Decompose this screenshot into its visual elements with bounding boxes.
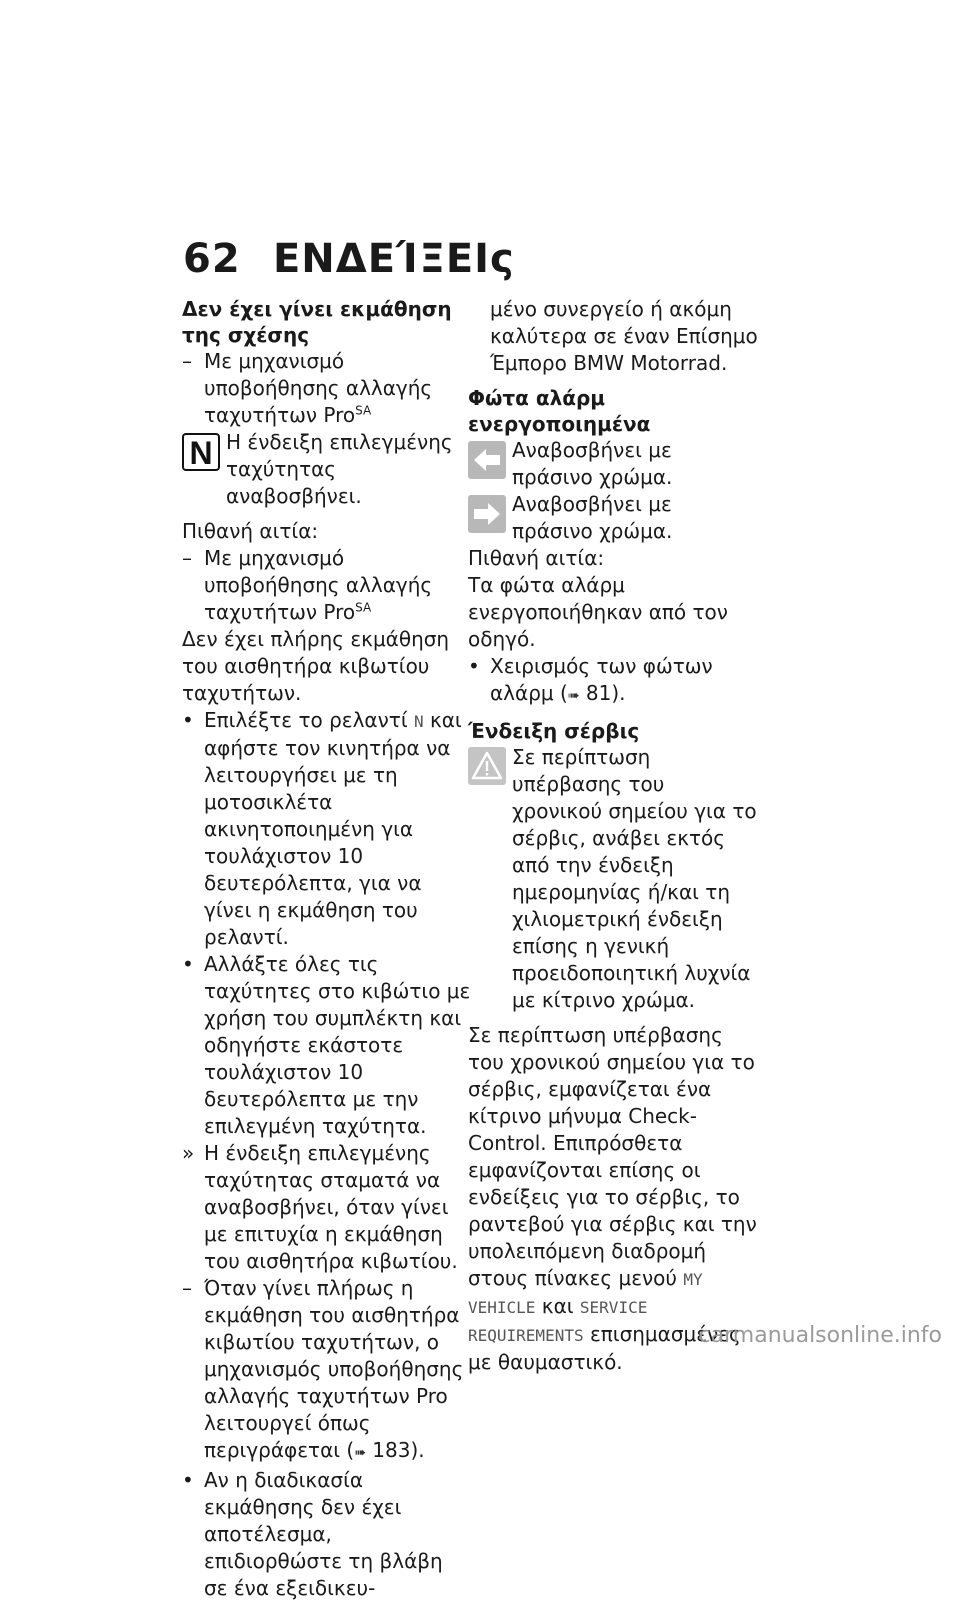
page-header <box>183 236 515 282</box>
result-item: » Η ένδειξη επιλεγμένης ταχύτητας σταματά να αναβοσβήνει, όταν γίνει με επιτυχία η εκμάθηση του αισθητήρα κιβωτίου. <box>182 1141 458 1273</box>
left-arrow-icon <box>468 441 506 479</box>
right-arrow-indicator-row <box>468 491 758 545</box>
svg-text:N: N <box>189 435 213 471</box>
right-arrow-text: Αναβοσβήνει με πράσινο χρώμα. <box>512 492 673 543</box>
warning-indicator-row <box>468 744 758 1014</box>
cause-label: Πιθανή αιτία: <box>182 519 319 543</box>
neutral-indicator-row <box>182 429 472 510</box>
page-ref-arrow-icon: ➠ <box>354 1445 366 1461</box>
bullet-item-2: • Αλλάξτε όλες τις ταχύτητες στο κιβώτιο με χρήση του συμπλέκτη και οδηγήστε εκάστοτε τουλάχιστον 10 δευτερόλεπτα με την επιλεγμένη ταχύτητα. <box>182 952 471 1138</box>
section-heading-no-learning: Δεν έχει γίνει εκμάθηση της σχέσης <box>182 297 452 347</box>
service-paragraph-2: Σε περίπτωση υπέρβασης του χρονικού σημείου για το σέρβις, εμφανίζεται ένα κίτρινο μήνυμα Check-Control. Επιπρόσθετα εμφανίζονται επίσης οι ενδείξεις για το σέρβις, το ραντεβού για σέρβις και την υπολειπόμενη διαδρομή στους πίνακες μενού MY VEHICLE και SERVICE REQUIREMENTS επισημασμένες με θαυμαστικό. <box>468 1023 757 1374</box>
cause-text: Δεν έχει πλήρης εκμάθηση του αισθητήρα κιβωτίου ταχυτήτων. <box>182 627 450 705</box>
page-ref-link[interactable]: 183 <box>372 1438 411 1462</box>
cause-label-2: Πιθανή αιτία: <box>468 546 605 570</box>
warning-triangle-icon <box>468 747 506 785</box>
page-number: 62 <box>183 236 241 282</box>
watermark: carmanualsonline.info <box>698 1323 942 1348</box>
section-heading-service: Ένδειξη σέρβις <box>468 719 640 743</box>
left-column <box>182 296 472 1602</box>
dash-item-2: – Με μηχανισμό υποβοήθησης αλλαγής ταχυτήτων Pro$^{SA}$ <box>182 546 433 624</box>
left-arrow-indicator-row <box>468 437 758 491</box>
neutral-gear-icon <box>182 433 220 471</box>
dash-item-1: – Με μηχανισμό υποβοήθησης αλλαγής ταχυτήτων Pro$^{SA}$ <box>182 349 433 427</box>
continued-text: μένο συνεργείο ή ακόμη καλύτερα σε έναν Επίσημο Έμπορο BMW Motorrad. <box>490 297 758 375</box>
page-ref-link[interactable]: 81 <box>585 681 612 705</box>
dash-item-3: – Όταν γίνει πλήρως η εκμάθηση του αισθητήρα κιβωτίου ταχυτήτων, ο μηχανισμός υποβοήθησης αλλαγής ταχυτήτων Pro λειτουργεί όπως περιγράφεται (➠ 183). <box>182 1275 472 1467</box>
bullet-item-hazard: • Χειρισμός των φώτων αλάρμ (➠ 81). <box>468 653 758 710</box>
right-arrow-icon <box>468 495 506 533</box>
cause-text-2: Τα φώτα αλάρμ ενεργοποιήθηκαν από τον οδηγό. <box>468 573 728 651</box>
left-arrow-text: Αναβοσβήνει με πράσινο χρώμα. <box>512 438 673 489</box>
menu-service-requirements: SERVICE REQUIREMENTS <box>468 1298 648 1345</box>
service-text: Σε περίπτωση υπέρβασης του χρονικού σημείου για το σέρβις, ανάβει εκτός από την ένδειξη ημερομηνίας ή/και τη χιλιομετρική ένδειξη επίσης η γενική προειδοποιητική λυχνία με κίτρινο χρώμα. <box>512 745 757 1012</box>
menu-my-vehicle: MY VEHICLE <box>468 1270 703 1317</box>
neutral-indicator-text: Η ένδειξη επιλεγμένης ταχύτητας αναβοσβήνει. <box>226 430 453 508</box>
neutral-code: N <box>413 712 424 731</box>
bullet-item-1: • Επιλέξτε το ρελαντί N και αφήστε τον κινητήρα να λειτουργήσει με τη μοτοσικλέτα ακινητοποιημένη για τουλάχιστον 10 δευτερόλεπτα, για να γίνει η εκμάθηση του ρελαντί. <box>182 708 462 949</box>
page-title: ΕΝΔΕΊΞΕΙς <box>272 236 515 282</box>
bullet-item-3: • Αν η διαδικασία εκμάθησης δεν έχει αποτέλεσμα, επιδιορθώστε τη βλάβη σε ένα εξειδικευ- <box>182 1468 443 1600</box>
right-column <box>468 296 758 1376</box>
section-heading-hazard: Φώτα αλάρμ ενεργοποιημένα <box>468 386 651 436</box>
page-ref-arrow-icon: ➠ <box>567 688 580 704</box>
